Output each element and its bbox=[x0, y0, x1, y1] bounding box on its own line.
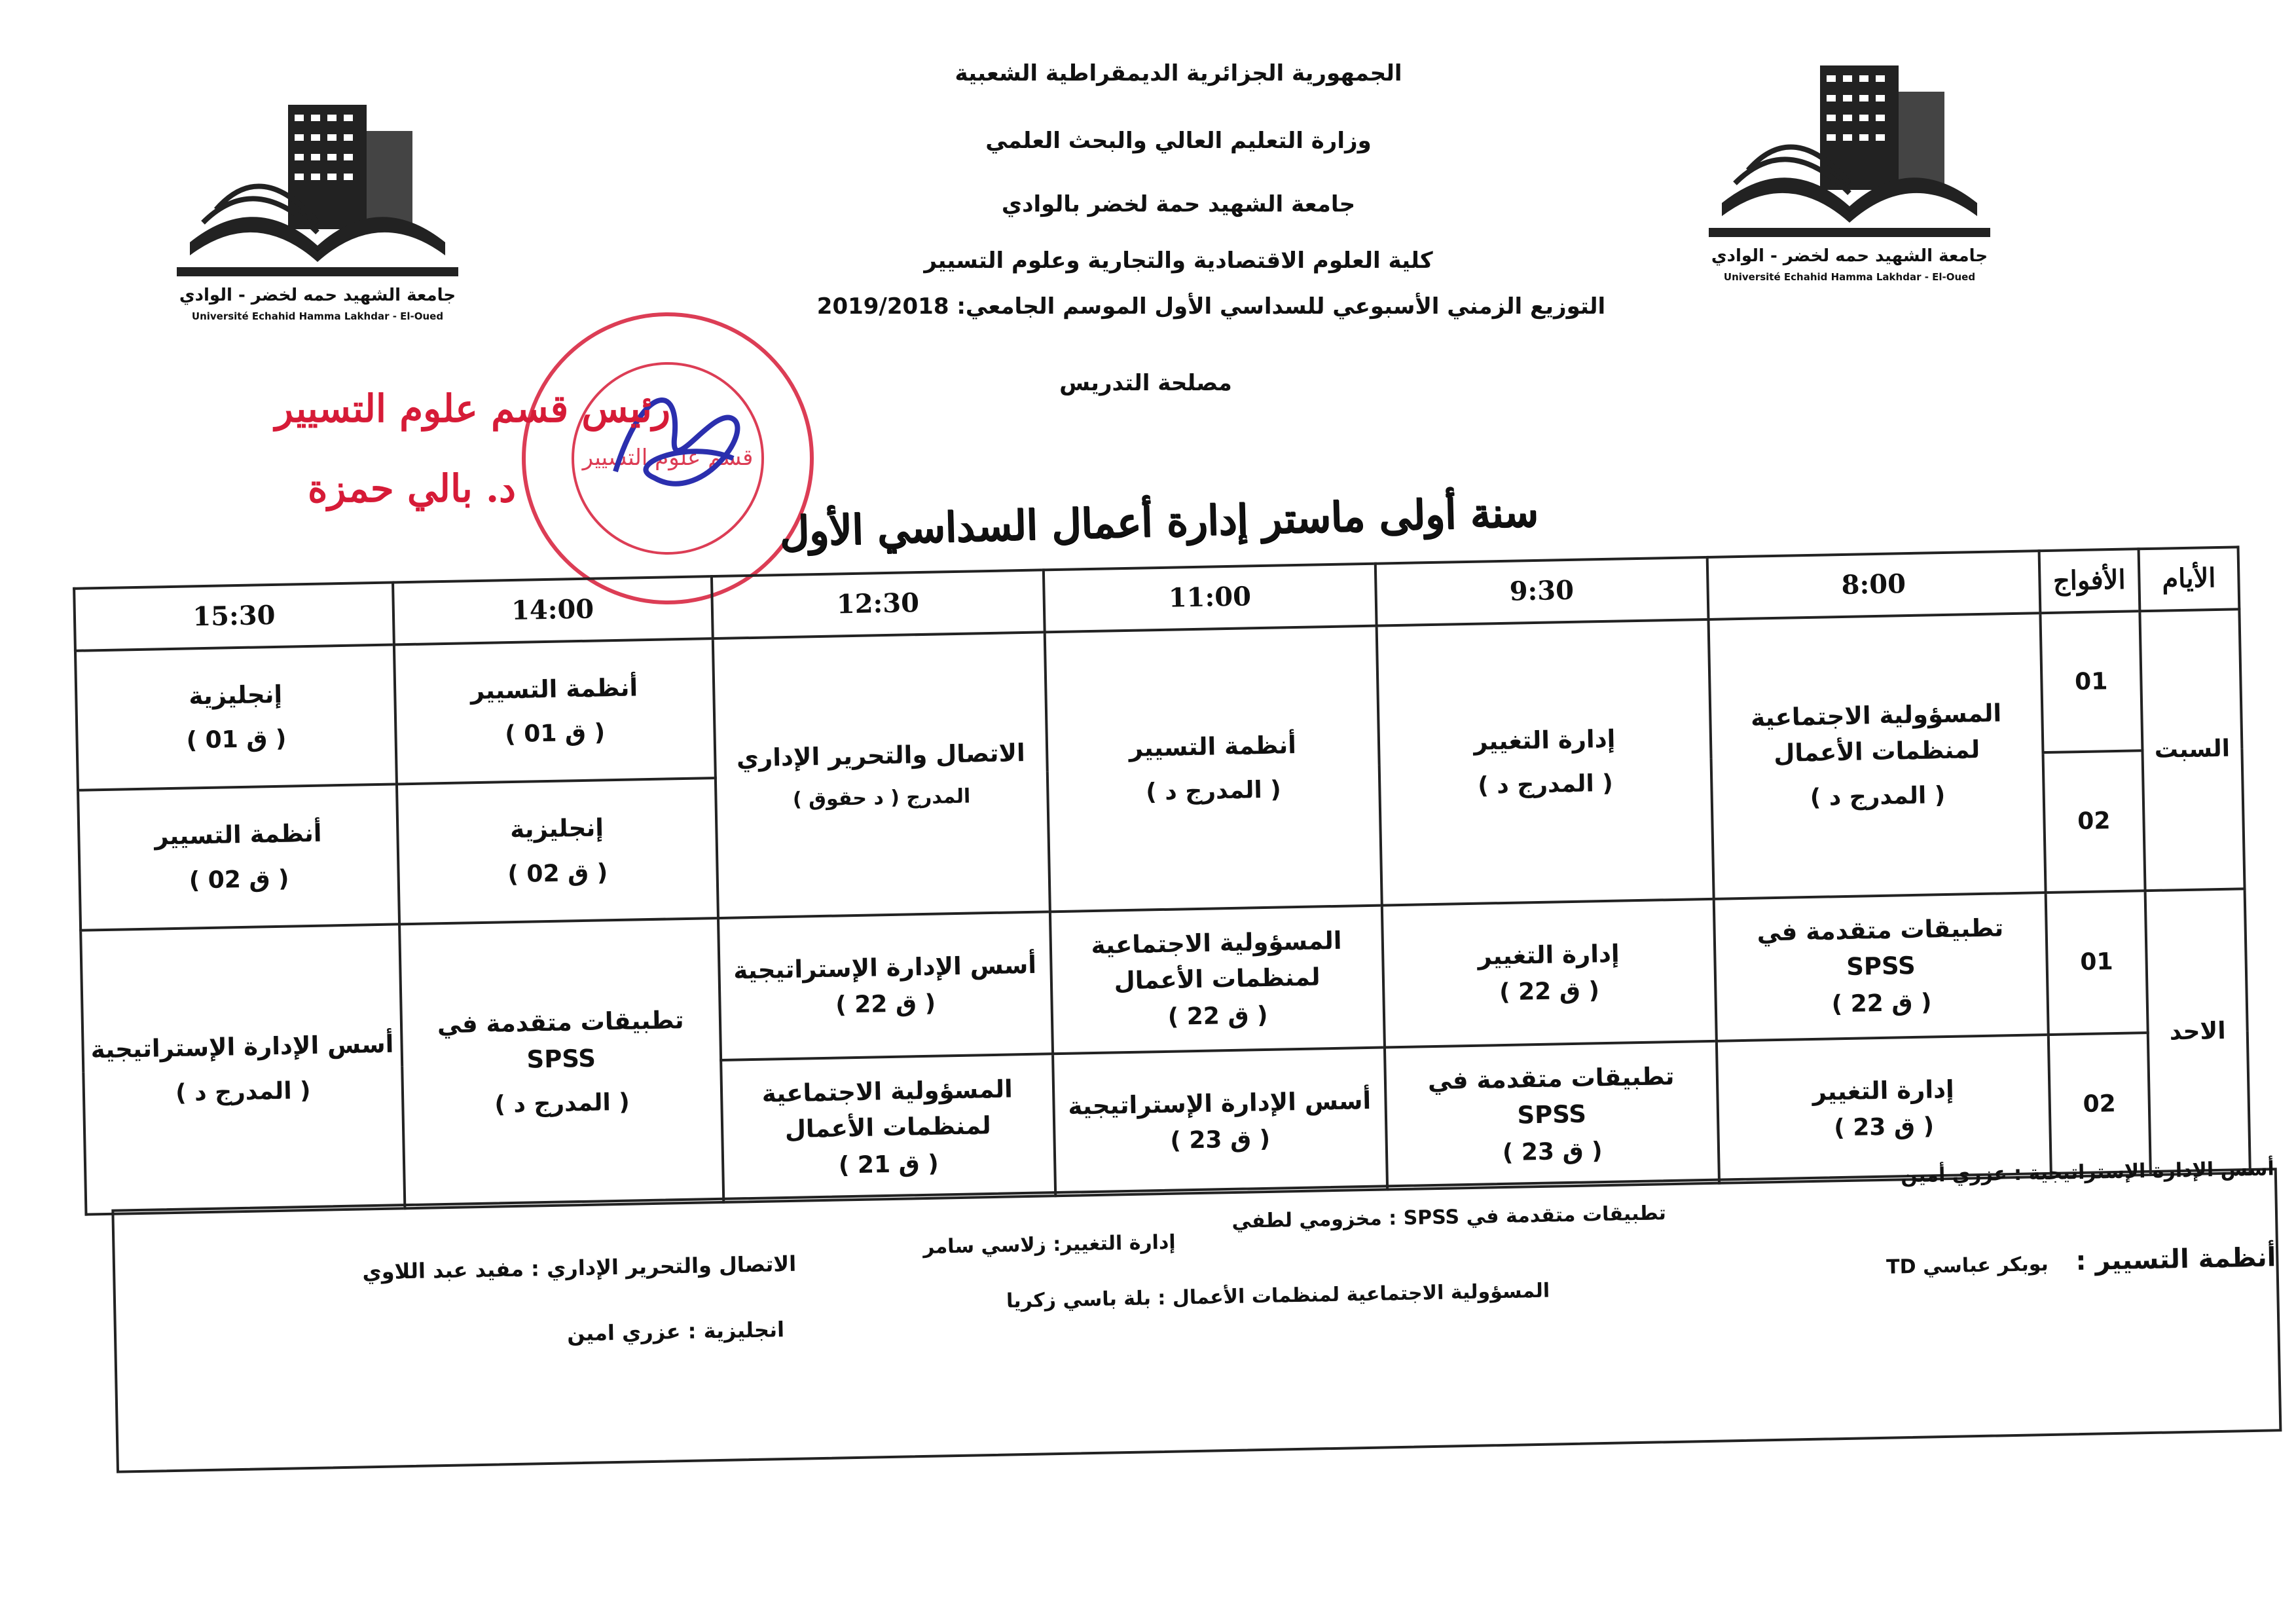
group-label: 02 bbox=[2043, 751, 2145, 893]
building-book-icon bbox=[177, 92, 458, 288]
logo-caption-ar: جامعة الشهيد حمه لخضر - الوادي bbox=[1711, 246, 1988, 266]
header-schedule-title: التوزيع الزمني الأسبوعي للسداسي الأول الموسم الجامعي: 2019/2018 bbox=[816, 293, 1606, 320]
header-faculty: كلية العلوم الاقتصادية والتجارية وعلوم التسيير bbox=[924, 248, 1433, 274]
header-time-1230: 12:30 bbox=[712, 570, 1045, 638]
subject-name: أنظمة التسيير bbox=[470, 673, 638, 705]
header-ministry: وزارة التعليم العالي والبحث العلمي bbox=[985, 128, 1372, 154]
schedule-cell bbox=[1053, 1047, 1387, 1196]
subject-name: أسس الإدارة الإستراتيجية bbox=[733, 950, 1037, 985]
schedule-cell bbox=[1385, 1041, 1719, 1190]
room-name: ( المدرج د ) bbox=[1810, 781, 1946, 811]
department-head-name: د. بالي حمزة bbox=[308, 466, 517, 511]
room-name: ( المدرج د ) bbox=[494, 1089, 630, 1119]
room-name: ( المدرج د ) bbox=[1477, 769, 1614, 800]
group-label: 02 bbox=[2049, 1033, 2151, 1177]
subject-name: الاتصال والتحرير الإداري bbox=[736, 739, 1026, 773]
schedule-cell bbox=[397, 778, 718, 924]
building-book-icon bbox=[1709, 52, 1990, 249]
subject-name: المسؤولية الاجتماعية لمنظمات الأعمال bbox=[761, 1075, 1013, 1144]
subject-name: إدارة التغيير bbox=[1478, 939, 1620, 970]
room-name: ( ق 22 ) bbox=[1167, 1001, 1268, 1031]
room-name: ( ق 02 ) bbox=[189, 865, 289, 895]
group-label: 01 bbox=[2040, 611, 2142, 752]
room-name: ( ق 02 ) bbox=[507, 859, 608, 889]
header-time-930: 9:30 bbox=[1375, 557, 1708, 626]
room-name: ( ق 22 ) bbox=[835, 989, 936, 1019]
room-name: المدرج ( د حقوق ) bbox=[792, 784, 971, 811]
schedule-table bbox=[73, 545, 2251, 1215]
schedule-cell bbox=[1044, 626, 1381, 912]
official-stamp bbox=[517, 308, 818, 609]
room-name: ( ق 22 ) bbox=[1499, 977, 1600, 1006]
room-name: ( ق 22 ) bbox=[1831, 989, 1932, 1018]
schedule-cell bbox=[81, 924, 405, 1214]
university-logo-left bbox=[177, 92, 458, 327]
schedule-cell bbox=[78, 784, 399, 931]
teacher-communication: الاتصال والتحرير الإداري : مفيد عبد اللاوي bbox=[362, 1251, 797, 1285]
teacher-name: بوبكر عباسي TD bbox=[1886, 1252, 2049, 1279]
header-university: جامعة الشهيد حمة لخضر بالوادي bbox=[1001, 191, 1356, 217]
room-name: ( ق 23 ) bbox=[1502, 1137, 1603, 1167]
room-name: ( المدرج د ) bbox=[1145, 776, 1282, 806]
header-time-1400: 14:00 bbox=[393, 576, 712, 644]
teacher-spss: تطبيقات متقدمة في SPSS : مخزومي لطفي bbox=[1231, 1202, 1667, 1233]
subject-name: إدارة التغيير bbox=[1473, 724, 1616, 756]
teacher-label: أنظمة التسيير : bbox=[2075, 1242, 2276, 1277]
header-republic: الجمهورية الجزائرية الديمقراطية الشعبية bbox=[955, 60, 1402, 86]
schedule-grid bbox=[73, 545, 2251, 1215]
university-logo-right bbox=[1709, 52, 1990, 288]
room-name: ( ق 23 ) bbox=[1833, 1113, 1935, 1142]
svg-text:وزارة التعليم العالي والبحث ال bbox=[517, 308, 526, 312]
teacher-social-responsibility: المسؤولية الاجتماعية لمنظمات الأعمال : بلة باسي زكريا bbox=[1006, 1279, 1550, 1313]
page-title: سنة أولى ماستر إدارة أعمال السداسي الأول bbox=[778, 487, 1539, 556]
header-service: مصلحة التدريس bbox=[1059, 370, 1232, 396]
header-groups: الأفواج bbox=[2039, 549, 2140, 613]
stamp-center-text: قسم علوم التسيير bbox=[582, 445, 754, 471]
teacher-change-management: إدارة التغيير: زلاسي سامر bbox=[922, 1230, 1176, 1259]
schedule-cell bbox=[712, 632, 1049, 918]
group-label: 01 bbox=[2045, 891, 2147, 1035]
subject-name: إنجليزية bbox=[188, 680, 283, 710]
subject-name: تطبيقات متقدمة في SPSS bbox=[1757, 913, 2004, 982]
logo-caption-fr: Université Echahid Hamma Lakhdar - El-Oued bbox=[191, 310, 444, 322]
room-name: ( ق 01 ) bbox=[186, 726, 287, 754]
day-saturday: السبت bbox=[2140, 609, 2244, 891]
subject-name: تطبيقات متقدمة في SPSS bbox=[437, 1006, 684, 1074]
logo-caption-ar: جامعة الشهيد حمه لخضر - الوادي bbox=[179, 286, 456, 305]
header-days: الأيام bbox=[2138, 547, 2239, 611]
subject-name: أسس الإدارة الإستراتيجية bbox=[90, 1029, 394, 1064]
schedule-cell bbox=[718, 912, 1053, 1060]
schedule-cell bbox=[1717, 1035, 2051, 1183]
day-sunday: الاحد bbox=[2145, 889, 2250, 1175]
subject-name: تطبيقات متقدمة في SPSS bbox=[1427, 1061, 1675, 1130]
subject-name: أنظمة التسيير bbox=[154, 819, 322, 851]
teacher-strategic-management: أسس الإدارة الإستراتيجية : عزري أمين bbox=[1900, 1157, 2275, 1188]
schedule-cell bbox=[721, 1054, 1055, 1202]
schedule-cell bbox=[1708, 613, 2045, 899]
schedule-cell bbox=[394, 638, 716, 784]
room-name: ( المدرج د ) bbox=[175, 1077, 311, 1107]
schedule-cell bbox=[1713, 893, 2048, 1041]
department-head-title: رئيس قسم علوم التسيير bbox=[275, 386, 670, 431]
schedule-cell bbox=[1050, 905, 1385, 1054]
header-time-800: 8:00 bbox=[1707, 551, 2040, 619]
schedule-cell bbox=[75, 644, 397, 790]
room-name: ( ق 23 ) bbox=[1169, 1126, 1271, 1155]
schedule-cell bbox=[399, 918, 723, 1208]
schedule-cell bbox=[1376, 619, 1713, 906]
subject-name: أسس الإدارة الإستراتيجية bbox=[1067, 1086, 1372, 1120]
subject-name: إدارة التغيير bbox=[1812, 1075, 1955, 1106]
subject-name: أنظمة التسيير bbox=[1129, 730, 1297, 762]
subject-name: المسؤولية الاجتماعية لمنظمات الأعمال bbox=[1091, 926, 1342, 995]
subject-name: المسؤولية الاجتماعية لمنظمات الأعمال bbox=[1750, 699, 2002, 768]
stamp-ring-text bbox=[517, 308, 526, 312]
teacher-english: انجليزية : عزري امين bbox=[566, 1317, 785, 1346]
room-name: ( ق 01 ) bbox=[504, 719, 606, 748]
header-time-1530: 15:30 bbox=[74, 582, 394, 650]
teacher-management-systems bbox=[1886, 1242, 2276, 1280]
logo-caption-fr: Université Echahid Hamma Lakhdar - El-Oued bbox=[1723, 271, 1976, 283]
header-time-1100: 11:00 bbox=[1043, 564, 1376, 633]
schedule-cell bbox=[1381, 899, 1716, 1048]
room-name: ( ق 21 ) bbox=[838, 1150, 939, 1179]
subject-name: إنجليزية bbox=[509, 813, 604, 844]
